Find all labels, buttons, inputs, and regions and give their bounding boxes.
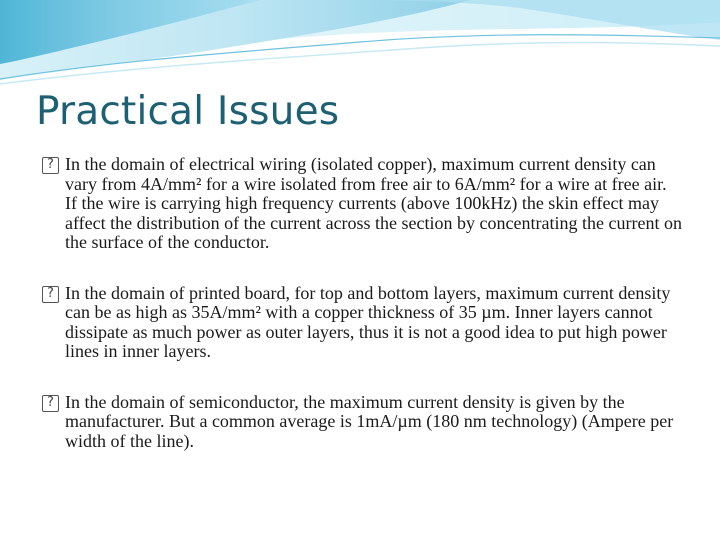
slide-title: Practical Issues [36, 89, 340, 134]
missing-glyph-bullet-icon: ? [42, 395, 59, 412]
bullet-list [42, 155, 682, 451]
header-wave-decoration [0, 0, 720, 95]
missing-glyph-bullet-icon: ? [42, 157, 59, 174]
missing-glyph-bullet-icon: ? [42, 286, 59, 303]
bullet-text: In the domain of electrical wiring (isolated copper), maximum current density can vary from 4A/mm² for a wire isolated from free air to 6A/mm² for a wire at free air. If the wire is carrying high frequency currents (above 100kHz) the skin effect may affect the distribution of the current across the section by concentrating the current on the surface of the conductor. [65, 154, 682, 252]
bullet-text: In the domain of semiconductor, the maximum current density is given by the manufacturer. But a common average is 1mA/µm (180 nm technology) (Ampere per width of the line). [65, 391, 674, 451]
bullet-item [42, 284, 682, 362]
bullet-item [42, 155, 682, 253]
bullet-item [42, 393, 682, 452]
bullet-text: In the domain of printed board, for top and bottom layers, maximum current density can be as high as 35A/mm² with a copper thickness of 35 µm. Inner layers cannot dissipate as much power as outer layers, thus it is not a good idea to put high power lines in inner layers. [65, 282, 671, 361]
